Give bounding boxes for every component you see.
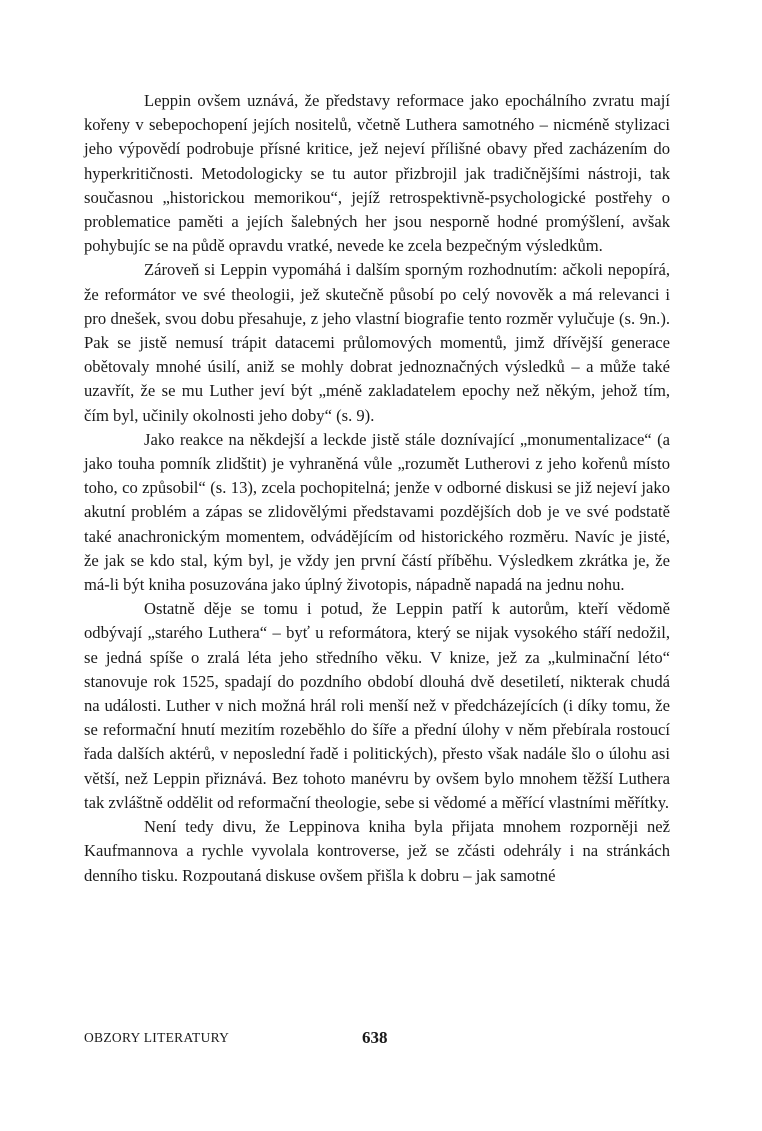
article-body <box>84 89 670 888</box>
page-footer <box>84 1027 670 1053</box>
paragraph: Zároveň si Leppin vypomáhá i dalším sporným rozhodnutím: ačkoli nepopírá, že reformátor ve své theologii, jež skutečně působí po celý novověk a má relevanci i pro dnešek, svou dobu přesahuje, z jeho vlastní biografie tento rozměr vylučuje (s. 9n.). Pak se jistě nemusí trápit datacemi průlomových momentů, jimž dřívější generace obětovaly mnohé úsilí, aniž se mohly dobrat jednoznačných výsledků – a může také uzavřít, že se mu Luther jeví být „méně zakladatelem epochy než někým, jehož tím, čím byl, učinily okolnosti jeho doby“ (s. 9). <box>84 260 670 425</box>
paragraph: Leppin ovšem uznává, že představy reformace jako epochálního zvratu mají kořeny v sebepochopení jejích nositelů, včetně Luthera samotného – nicméně stylizaci jeho výpovědí podrobuje přísné kritice, jež nejeví přílišné obavy před zacházením do hyperkritičnosti. Metodologicky se tu autor přizbrojil jak tradičnějšími nástroji, tak současnou „historickou memorikou“, jejíž retrospektivně-psychologické postřehy o problematice paměti a jejích šalebných her jsou nesporně hodné promýšlení, avšak pohybujíc se na půdě opravdu vratké, nevede ke zcela bezpečným výsledkům. <box>84 91 670 256</box>
paragraph: Ostatně děje se tomu i potud, že Leppin patří k autorům, kteří vědomě odbývají „starého Luthera“ – byť u reformátora, který se nijak vysokého stáří nedožil, se jedná spíše o zralá léta jeho středního věku. V knize, jež za „kulminační léto“ stanovuje rok 1525, spadají do pozdního období dlouhá dvě desetiletí, nikterak chudá na události. Luther v nich možná hrál roli menší než v předcházejících (i díky tomu, že se reformační hnutí mezitím rozeběhlo do šíře a přední úlohy v něm přebírala rostoucí řada dalších aktérů, v neposlední řadě i politických), přesto však nadále šlo o úlohu asi větší, než Leppin přiznává. Bez tohoto manévru by ovšem bylo mnohem těžší Luthera tak zvláštně oddělit od reformační theologie, sebe si vědomé a měřící vlastními měřítky. <box>84 599 670 812</box>
paragraph: Není tedy divu, že Leppinova kniha byla přijata mnohem rozporněji než Kaufmannova a rychle vyvolala kontroverse, jež se zčásti odehrály i na stránkách denního tisku. Rozpoutaná diskuse ovšem přišla k dobru – jak samotné <box>84 817 670 885</box>
paragraph: Jako reakce na někdejší a leckde jistě stále doznívající „monumentalizace“ (a jako touha pomník zlidštit) je vyhraněná vůle „rozumět Lutherovi z jeho kořenů místo toho, co způsobil“ (s. 13), zcela pochopitelná; jenže v odborné diskusi se již nejeví jako akutní problém a zápas se zlidovělými představami pozdějších dob je ve své podstatě také anachronickým momentem, odvádějícím od historického rozměru. Navíc je jisté, že jak se kdo stal, kým byl, je vždy jen první částí příběhu. Výsledkem zkrátka je, že má-li být kniha posuzována jako úplný životopis, nápadně napadá na jednu nohu. <box>84 429 670 595</box>
journal-name: OBZORY LITERATURY <box>84 1030 230 1045</box>
page-number: 638 <box>362 1028 388 1047</box>
